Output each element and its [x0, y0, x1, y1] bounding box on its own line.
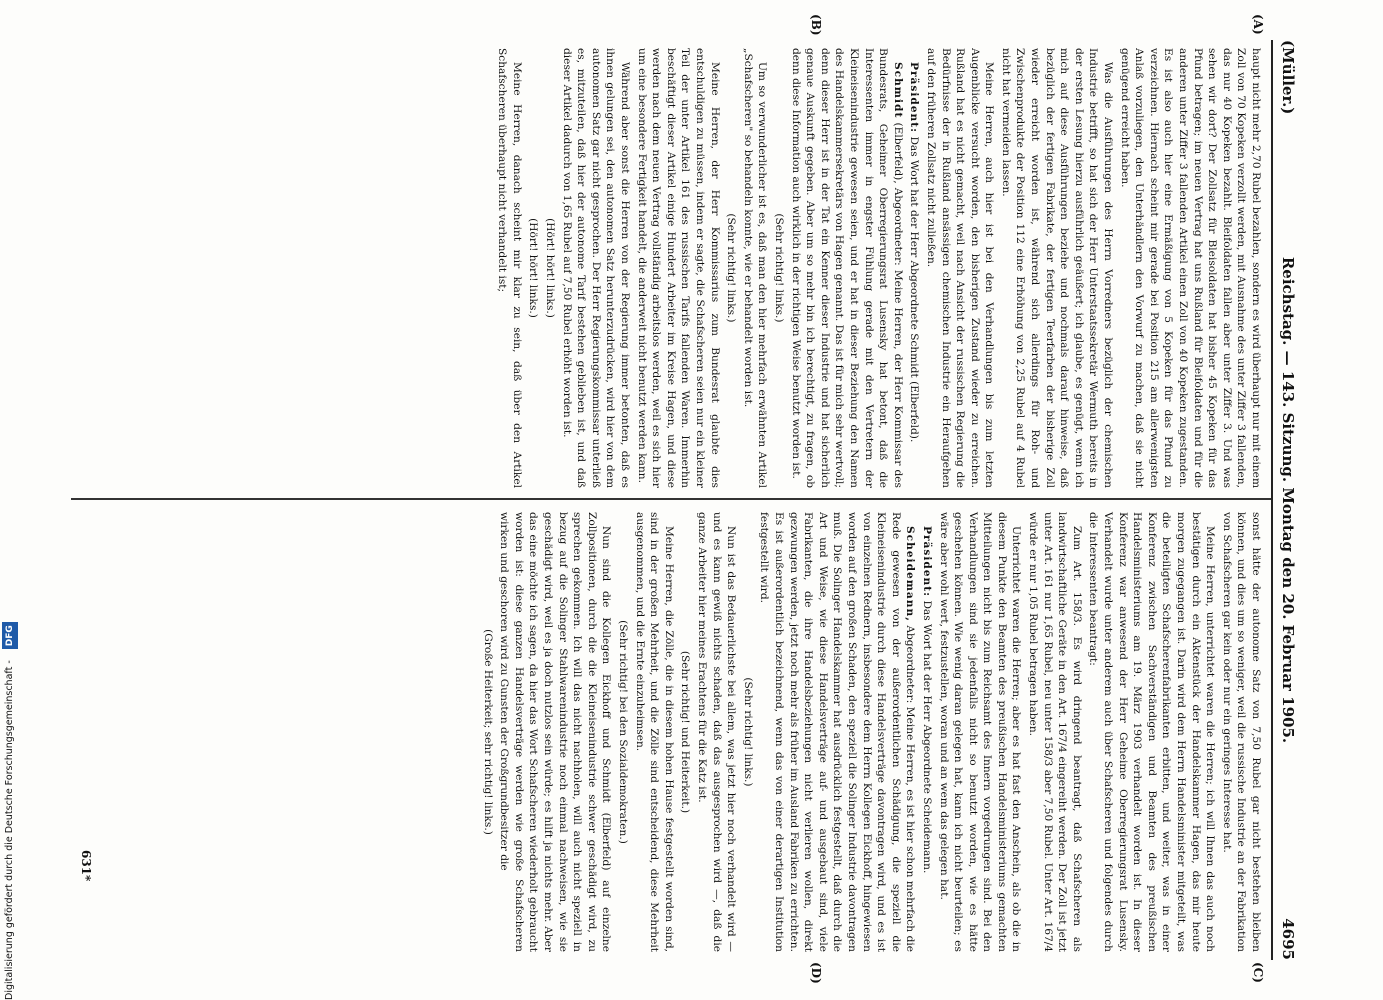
paragraph: haupt nicht mehr 2,70 Rubel bezahlen, sondern es wird überhaupt nur mit einem Zoll von 70 Kopeken verzollt werden, mit Ausnahme des unter Ziffer 3 fallenden, das nur 40 Kopeken bezahlt. Bleifoldaten fallen aber unter Ziffer 3. Und was sehen wir dort? Der Zollsatz für Bleisoldaten hat bisher 45 Kopeken für das Pfund betragen; im neuen Vertrag hat uns Rußland für Bleifoldaten und für die anderen unter Ziffer 3 fallenden Artikel einen Zoll von 40 Kopeken zugestanden. Es ist also auch hier eine Ermäßigung von 5 Kopeken für das Pfund zu verzeichnen. Hiernach scheint mir gerade bei Position 215 am allerwenigsten Anlaß vorzuliegen, den Unterhändlern den Vorwurf zu machen, daß sie nicht genügend erreicht haben.: [1118, 48, 1262, 488]
margin-mark-d: (D): [809, 962, 823, 984]
paragraph: Meine Herren, danach scheint mir klar zu sein, daß über den Artikel Schafscheren überhaupt nicht verhandelt ist;: [496, 48, 523, 488]
page-header: [1273, 40, 1297, 960]
interjection: (Große Heiterkeit; sehr richtig! links.): [481, 629, 494, 835]
speech-text: Das Wort hat der Herr Abgeordnete Scheidemann.: [920, 600, 933, 874]
funding-note-strip: [2, 0, 18, 1000]
speaker-name: Präsident:: [908, 62, 921, 134]
header-rule: [1271, 40, 1273, 960]
dfg-logo: DFG: [2, 622, 18, 649]
page-number: 4695: [1279, 918, 1297, 960]
margin-mark-c: (C): [1251, 962, 1265, 983]
paragraph: Während aber sonst die Herren von der Regierung immer betonten, daß es ihnen gelungen sei, den autonomen Satz herunterzudrücken, wird hier von dem autonomen Satz gar nicht gesprochen. Der Herr Regierungskommissar unterließ es, mitzuteilen, daß hier der autonome Tarif bestehen geblieben ist, und daß dieser Artikel dadurch von 1,65 Rubel auf 7,50 Rubel erhöht worden ist.: [560, 48, 632, 488]
paragraph: Meine Herren, der Herr Kommissarius zum Bundesrat glaubte dies entschuldigen zu müssen, indem er sagte, die Schafscheren seien nur ein kleiner Teil der unter Artikel 161 des russischen Tarifs fallenden Waren. Immerhin beschäftigt dieser Artikel einige Hundert Arbeiter im Kreise Hagen, und diese werden nach dem neuen Vertrag vollständig arbeitslos werden, weil es sich hier um eine besondere Fertigkeit handelt, die anderweit nicht benutzt werden kann.: [635, 48, 721, 488]
speech-praesident-1: [907, 48, 922, 488]
interjection: (Sehr richtig! links.): [741, 677, 754, 787]
speech-praesident-2: [919, 512, 934, 952]
interjection: (Sehr richtig! und Heiterkeit.): [679, 650, 692, 814]
right-column: [478, 512, 1263, 952]
speaker-name: Schmidt: [891, 62, 904, 119]
left-column: [493, 48, 1263, 488]
paragraph: Meine Herren, auch hier ist bei den Verhandlungen bis zum letzten Augenblicke versucht worden, den bisherigen Zustand wieder zu erreichen. Rußland hat es nicht gemacht, weil nach Ansicht der russischen Regierung die Bedürfnisse der in Rußland ansässigen chemischen Industrie ein Heraufgehen auf den früheren Zollsatz nicht zuließen.: [924, 48, 996, 488]
interjection: (Hört! hört! links.): [527, 218, 540, 318]
speech-text: Das Wort hat der Herr Abgeordnete Schmidt (Elberfeld).: [908, 136, 921, 443]
funding-note-text: Digitalisierung gefördert durch die Deutsche Forschungsgemeinschaft -: [4, 660, 15, 1000]
column-divider: [71, 498, 1271, 500]
interjection: (Sehr richtig! links.): [725, 213, 738, 323]
margin-mark-a: (A): [1251, 14, 1265, 35]
paragraph: Meine Herren, die Zölle, die in diesem hohen Hause festgestellt worden sind, sind in der großen Mehrheit, und die Zölle sind entscheidend, diese Mehrheit ausgenommen, und die Ernte einzuheimsen.: [633, 512, 675, 952]
page-signature: 631*: [79, 850, 93, 882]
header-title: Reichstag. — 143. Sitzung. Montag den 20. Februar 1905.: [1279, 256, 1297, 744]
margin-mark-b: (B): [809, 14, 823, 36]
speech-text: (Elberfeld), Abgeordneter: Meine Herren, der Herr Kommissar des Bundesrats, Geheimer Oberregierungsrat Lusensky hat betont, daß die Interessenten immer in engster Fühlung gerade mit den Vertretern der Kleineisenindustrie gewesen seien, und er hat in dieser Beziehung den Namen des Handelskammersekretärs von Hagen genannt. Das ist für mich sehr wertvoll; denn dieser Herr ist in der Tat ein Kenner dieser Industrie und hat sicherlich genaue Auskunft gegeben. Aber um so mehr bin ich berechtigt, zu fragen, ob denn diese Information auch wirklich in der richtigen Weise benutzt worden ist.: [789, 48, 904, 488]
speech-scheidemann: [757, 512, 918, 952]
paragraph: Meine Herren, unterrichtet waren die Herren; ich will Ihnen das auch noch bestätigen durch ein Aktenstück der Handelskammer Hagen, das mir heute morgen zugegangen ist. Darin wird dem Herrn Handelsminister mitgeteilt, was die beteiligten Schafscherenfabrikanten erbitten, und weiter, was in einer Konferenz zwischen Sachverständigen und Beamten des preußischen Handelsministeriums am 19. März 1903 verhandelt worden ist. In dieser Konferenz war anwesend der Herr Geheime Oberregierungsrat Lusensky. Verhandelt wurde unter anderem auch über Schafscheren und folgendes durch die Interessenten beantragt:: [1087, 512, 1217, 952]
quoted-paragraph: Zum Art. 158/3. Es wird dringend beantragt, daß Schafscheren als landwirtschaftliche Geräte in den Art. 167/4 eingereiht werden. Der Zoll ist jetzt unter Art. 161 nur 1,65 Rubel, neu unter 158/3 aber 7,50 Rubel. Unter Art. 167/4 würde er nur 1,05 Rubel betragen haben.: [1027, 512, 1083, 952]
paragraph: Was die Ausführungen des Herrn Vorredners bezüglich der chemischen Industrie betrifft, so hat sich der Herr Unterstaatssekretär Wermuth bereits in der ersten Lesung hierzu ausführlich geäußert; ich glaube, es genügt, wenn ich mich auf diese Ausführungen beziehe und nochmals darauf hinweise, daß bezüglich der fertigen Fabrikate, der fertigen Teerfarben der bisherige Zoll wieder erreicht worden ist, während sich allerdings für Roh- und Zwischenprodukte der Position 112 eine Erhöhung von 2,25 Rubel auf 4 Rubel nicht hat vermeiden lassen.: [999, 48, 1115, 488]
paragraph: Unterrichtet waren die Herren; aber es hat fast den Anschein, als ob die in diesem Punkte den Beamten des preußischen Handelsministeriums gemachten Mitteilungen nicht bis zum Reichsamt des Innern vorgedrungen sind. Bei den Verhandlungen sind sie jedenfalls nicht so benutzt worden, wie es hätte geschehen können. Wie wenig daran gelegen hat, kann ich nicht beurteilen; es wäre aber wohl wert, festzustellen, woran und an wem das gelegen hat.: [937, 512, 1023, 952]
speech-text: Abgeordneter: Meine Herren, es ist hier schon mehrfach die Rede gewesen von der außerordentlichen Schädigung, die speziell die Kleineisenindustrie durch diese Handelsverträge davontragen wird, und es ist von einzelnen Rednern, insbesondere dem Herrn Kollegen Eickhoff, hingewiesen worden auf den großen Schaden, den speziell die Solinger Industrie davontragen muß. Die Solinger Handelskammer hat ausdrücklich festgestellt, daß durch die Art und Weise, wie diese Handelsverträge auf- und ausgebaut sind, viele Fabrikanten, die ihre Handelsbeziehungen nicht verlieren wollen, direkt gezwungen werden, jetzt noch mehr als früher im Ausland Fabriken zu errichten. Es ist außerordentlich bezeichnend, wenn das von einer derartigen Institution festgestellt wird.: [758, 512, 917, 953]
speaker-name: Präsident:: [920, 526, 933, 598]
speech-schmidt: [788, 48, 905, 488]
paragraph: Um so verwunderlicher ist es, daß man den hier mehrfach erwähnten Artikel „Schafscheren" so behandeln konnte, wie er behandelt worden ist.: [741, 48, 769, 488]
interjection: (Hört! hört! links.): [544, 218, 557, 318]
paragraph: sonst hätte der autonome Satz von 7,50 Rubel gar nicht bestehen bleiben können, und dies um so weniger, weil die russische Industrie an der Fabrikation von Schafscheren gar kein oder nur ein geringes Interesse hat.: [1220, 512, 1262, 952]
paragraph: Nun ist das Bedauerlichste bei allem, was jetzt hier noch verhandelt wird — und es kann gewiß nichts schaden, daß das ausgesprochen wird —, daß die ganze Arbeiter hier meines Erachtens für die Katz ist.: [696, 512, 738, 952]
funding-note: [2, 0, 18, 1000]
interjection: (Sehr richtig! links.): [773, 213, 785, 323]
interjection: (Sehr richtig! bei den Sozialdemokraten.): [617, 620, 630, 844]
speaker-name: Scheidemann,: [904, 526, 917, 622]
header-speaker: (Müller.): [1279, 40, 1297, 115]
paragraph: Nun sind die Kollegen Eickhoff und Schmidt (Elberfeld) auf einzelne Zollpositionen, durch die die Kleineisenindustrie schwer geschädigt wird, zu sprechen gekommen. Ich will das nicht nachholen, will auch nicht speziell in bezug auf die Solinger Stahlwarenindustrie noch einmal nachweisen, wie sie geschädigt wird, weil es ja doch nutzlos sein würde; es hilft ja nichts mehr. Aber das eine möchte ich sagen, da hier das Wort Schafscheren wiederholt gebraucht worden ist: diese ganzen Handelsverträge werden wie große Schafscheren wirken und geschoren wird zu Gunsten der Großgrundbesitzer die: [498, 512, 613, 952]
